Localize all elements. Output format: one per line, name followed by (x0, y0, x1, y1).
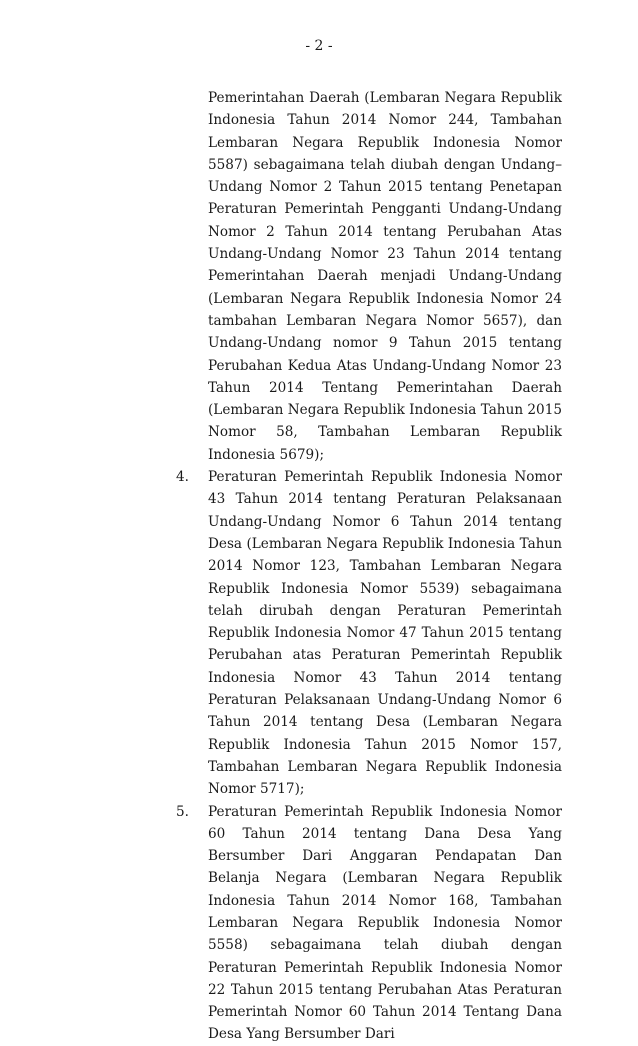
list-item-number: 4. (176, 469, 189, 486)
list-item-5 (176, 801, 562, 1046)
list-item-text: Peraturan Pemerintah Republik Indonesia Nomor 60 Tahun 2014 tentang Dana Desa Yang Bersumber Dari Anggaran Pendapatan Dan Belanja Negara (Lembaran Negara Republik Indonesia Tahun 2014 Nomor 168, Tambahan Lembaran Negara Republik Indonesia Nomor 5558) sebagaimana telah diubah dengan Peraturan Pemerintah Republik Indonesia Nomor 22 Tahun 2015 tentang Perubahan Atas Peraturan Pemerintah Nomor 60 Tahun 2014 Tentang Dana Desa Yang Bersumber Dari (208, 803, 562, 1043)
list-item-text: Pemerintahan Daerah (Lembaran Negara Republik Indonesia Tahun 2014 Nomor 244, Tambahan Lembaran Negara Republik Indonesia Nomor 5587) sebagaimana telah diubah dengan Undang–Undang Nomor 2 Tahun 2015 tentang Penetapan Peraturan Pemerintah Pengganti Undang-Undang Nomor 2 Tahun 2014 tentang Perubahan Atas Undang-Undang Nomor 23 Tahun 2014 tentang Pemerintahan Daerah menjadi Undang-Undang (Lembaran Negara Republik Indonesia Nomor 24 tambahan Lembaran Negara Nomor 5657), dan Undang-Undang nomor 9 Tahun 2015 tentang Perubahan Kedua Atas Undang-Undang Nomor 23 Tahun 2014 Tentang Pemerintahan Daerah (Lembaran Negara Republik Indonesia Tahun 2015 Nomor 58, Tambahan Lembaran Republik Indonesia 5679); (208, 90, 562, 463)
list-item-continuation (176, 87, 562, 466)
list-item-text: Peraturan Pemerintah Republik Indonesia Nomor 43 Tahun 2014 tentang Peraturan Pelaksanaan Undang-Undang Nomor 6 Tahun 2014 tentang Desa (Lembaran Negara Republik Indonesia Tahun 2014 Nomor 123, Tambahan Lembaran Negara Republik Indonesia Nomor 5539) sebagaimana telah dirubah dengan Peraturan Pemerintah Republik Indonesia Nomor 47 Tahun 2015 tentang Perubahan atas Peraturan Pemerintah Republik Indonesia Nomor 43 Tahun 2014 tentang Peraturan Pelaksanaan Undang-Undang Nomor 6 Tahun 2014 tentang Desa (Lembaran Negara Republik Indonesia Tahun 2015 Nomor 157, Tambahan Lembaran Negara Republik Indonesia Nomor 5717); (208, 469, 562, 798)
list-item-number: 5. (176, 803, 189, 820)
list-item-4 (176, 466, 562, 800)
page-number: - 2 - (305, 38, 333, 54)
document-body (176, 87, 562, 1046)
